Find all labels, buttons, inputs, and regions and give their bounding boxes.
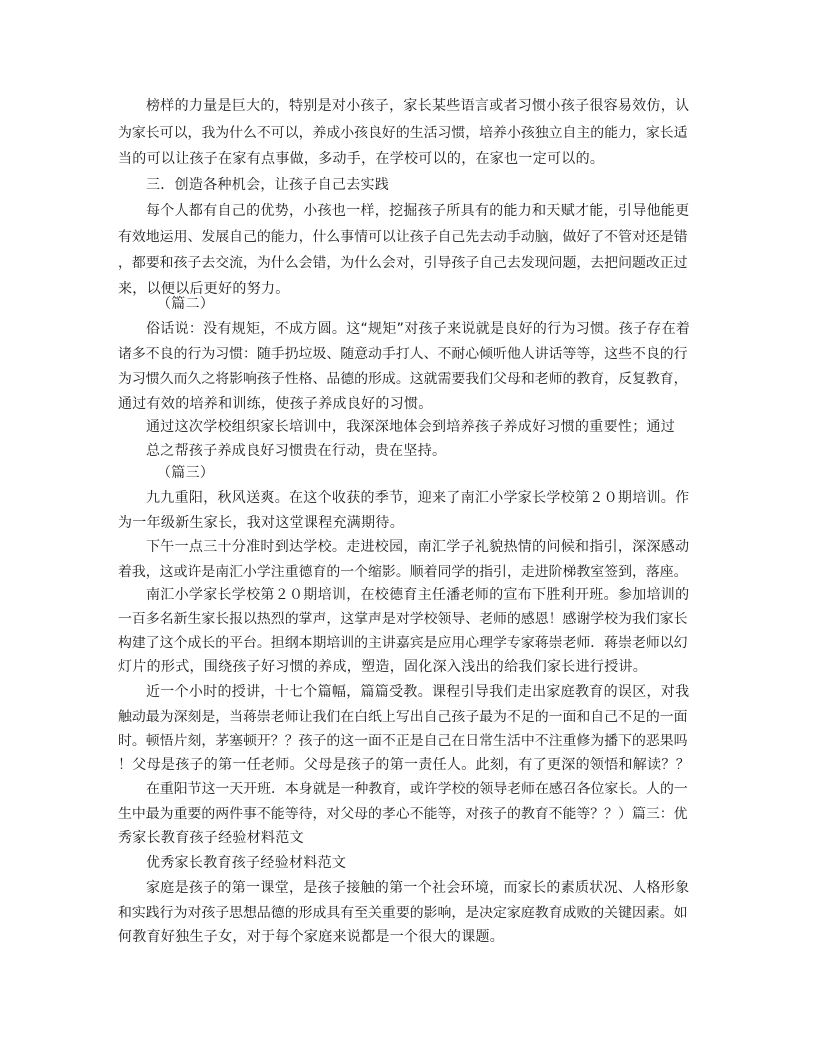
text-line: 触动最为深刻是，当蒋崇老师让我们在白纸上写出自己孩子最为不足的一面和自己不足的一面 [118,709,688,725]
text-line: 每个人都有自己的优势，小孩也一样，挖掘孩子所具有的能力和天赋才能，引导他能更 [146,203,690,219]
text-line: 构建了这个成长的平台。担纲本期培训的主讲嘉宾是应用心理学专家蒋崇老师．蒋崇老师以幻 [118,635,688,651]
text-line: 俗话说：没有规矩，不成方圆。这“规矩”对孩子来说就是良好的行为习惯。孩子存在着 [146,321,691,337]
text-line: 下午一点三十分准时到达学校。走进校园，南汇学子礼貌热情的问候和指引，深深感动 [146,539,690,555]
section-heading: （篇三） [157,465,215,481]
section-heading: （篇二） [157,296,215,312]
text-line: ！父母是孩子的第一任老师。父母是孩子的第一责任人。此刻，有了更深的领悟和解读？？ [118,757,690,773]
text-line: 时。顿悟片刻，茅塞顿开？？孩子的这一面不正是自己在日常生活中不注重修为播下的恶果吗 [118,733,688,749]
text-line: 来，以便以后更好的努力。 [118,281,290,297]
text-line: 为一年级新生家长，我对这堂课程充满期待。 [118,515,404,531]
text-line: 南汇小学家长学校第２０期培训，在校德育主任潘老师的宣布下胜利开班。参加培训的 [146,587,690,603]
text-line: 秀家长教育孩子经验材料范文 [118,830,304,846]
text-line: 当的可以让孩子在家有点事做，多动手，在学校可以的，在家也一定可以的。 [118,151,605,167]
text-line: 何教育好独生子女，对于每个家庭来说都是一个很大的课题。 [118,929,505,945]
text-line: 榜样的力量是巨大的，特别是对小孩子，家长某些语言或者习惯小孩子很容易效仿，认 [146,98,690,114]
text-line: 着我，这或许是南汇小学注重德育的一个缩影。顺着同学的指引，走进阶梯教室签到，落座。 [118,564,688,580]
text-line: ，都要和孩子去交流，为什么会错，为什么会对，引导孩子自己去发现问题，去把问题改正过 [118,255,688,271]
text-line: 和实践行为对孩子思想品德的形成具有至关重要的影响，是决定家庭教育成败的关键因素。如 [118,905,688,921]
text-line: 一百多名新生家长报以热烈的掌声，这掌声是对学校领导、老师的感恩！感谢学校为我们家长 [118,611,688,627]
text-line: 优秀家长教育孩子经验材料范文 [146,855,347,871]
text-line: 为家长可以，我为什么不可以，养成小孩良好的生活习惯，培养小孩独立自主的能力，家长适 [118,125,688,141]
text-line: 九九重阳，秋风送爽。在这个收获的季节，迎来了南汇小学家长学校第２０期培训。作 [146,490,690,506]
text-line: 为习惯久而久之将影响孩子性格、品德的形成。这就需要我们父母和老师的教育，反复教育， [118,371,688,387]
text-line: 家庭是孩子的第一课堂，是孩子接触的第一个社会环境，而家长的素质状况、人格形象 [146,880,690,896]
text-line: 通过有效的培养和训练，使孩子养成良好的习惯。 [118,396,433,412]
text-line: 通过这次学校组织家长培训中，我深深地体会到培养孩子养成好习惯的重要性；通过 [146,419,676,435]
text-line: 在重阳节这一天开班．本身就是一种教育，或许学校的领导老师在感召各位家长。人的一 [146,781,688,797]
text-line: 有效地运用、发展自己的能力，什么事情可以让孩子自己先去动手动脑，做好了不管对还是错 [118,229,688,245]
section-heading: 三．创造各种机会，让孩子自己去实践 [146,177,390,193]
text-line: 近一个小时的授讲，十七个篇幅，篇篇受教。课程引导我们走出家庭教育的误区，对我 [146,684,690,700]
text-line: 生中最为重要的两件事不能等待，对父母的孝心不能等，对孩子的教育不能等？？）篇三：优 [118,806,688,822]
text-line: 诸多不良的行为习惯：随手扔垃圾、随意动手打人、不耐心倾听他人讲话等等，这些不良的行 [118,346,688,362]
text-line: 灯片的形式，围绕孩子好习惯的养成，塑造，固化深入浅出的给我们家长进行授讲。 [118,659,648,675]
text-line: 总之帮孩子养成良好习惯贵在行动，贵在坚持。 [146,443,447,459]
